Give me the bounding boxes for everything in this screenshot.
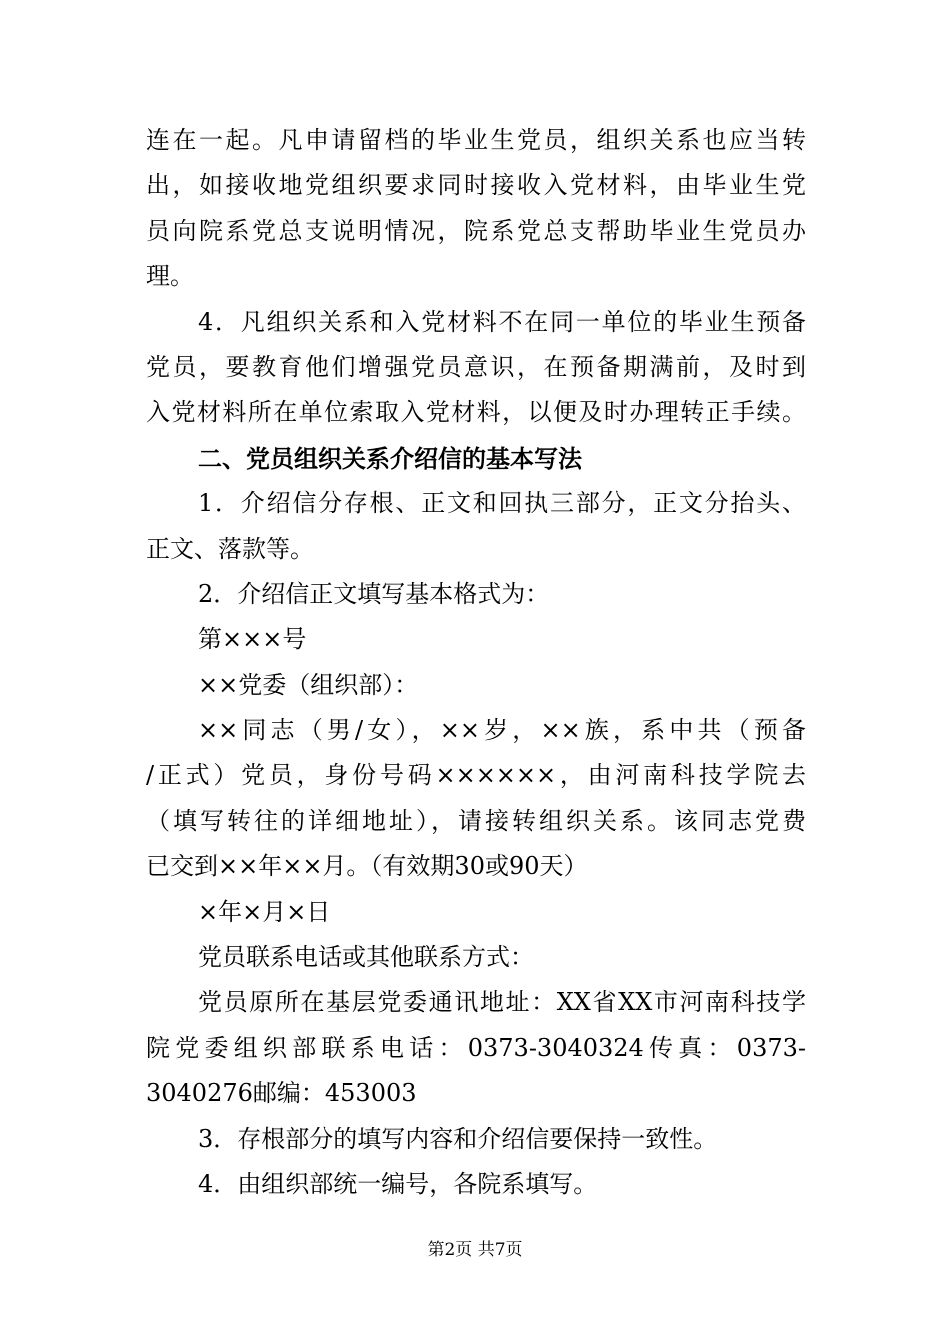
text-line: 理。 <box>146 262 194 291</box>
text-line: 1．介绍信分存根、正文和回执三部分，正文分抬头、 <box>198 489 806 518</box>
text-line: 员向院系党总支说明情况，院系党总支帮助毕业生党员办 <box>146 216 806 245</box>
text-line: 连在一起。凡申请留档的毕业生党员，组织关系也应当转 <box>146 126 806 154</box>
text-line: 党员原所在基层党委通讯地址：XX省XX市河南科技学 <box>198 988 806 1017</box>
text-line: 已交到××年××月。（有效期30或90天） <box>146 852 588 881</box>
page-footer: 第2页 共7页 <box>427 1240 523 1260</box>
text-line: ××同志（男/女），××岁，××族，系中共（预备 <box>198 716 806 745</box>
text-line: /正式）党员，身份号码××××××，由河南科技学院去 <box>146 761 806 790</box>
text-line: 出，如接收地党组织要求同时接收入党材料，由毕业生党 <box>146 171 806 200</box>
text-line: ×年×月×日 <box>198 897 331 926</box>
text-line: 2．介绍信正文填写基本格式为： <box>198 579 550 608</box>
text-line: （填写转往的详细地址），请接转组织关系。该同志党费 <box>146 806 806 835</box>
text-line: 入党材料所在单位索取入党材料，以便及时办理转正手续。 <box>146 398 806 427</box>
document-body <box>146 118 806 1207</box>
text-line: 3040276邮编：453003 <box>146 1079 417 1108</box>
text-line: 党员，要教育他们增强党员意识，在预备期满前，及时到 <box>146 352 806 381</box>
text-line: 4．凡组织关系和入党材料不在同一单位的毕业生预备 <box>198 307 806 336</box>
text-line: 第×××号 <box>198 625 307 654</box>
text-line: 正文、落款等。 <box>146 534 314 563</box>
section-heading: 二、党员组织关系介绍信的基本写法 <box>198 443 582 473</box>
text-line: 院党委组织部联系电话：0373-3040324传真：0373- <box>146 1033 806 1062</box>
text-line: ××党委（组织部）： <box>198 670 419 699</box>
text-line: 党员联系电话或其他联系方式： <box>198 943 534 972</box>
text-line: 3．存根部分的填写内容和介绍信要保持一致性。 <box>198 1124 718 1153</box>
text-line: 4．由组织部统一编号，各院系填写。 <box>198 1169 598 1198</box>
